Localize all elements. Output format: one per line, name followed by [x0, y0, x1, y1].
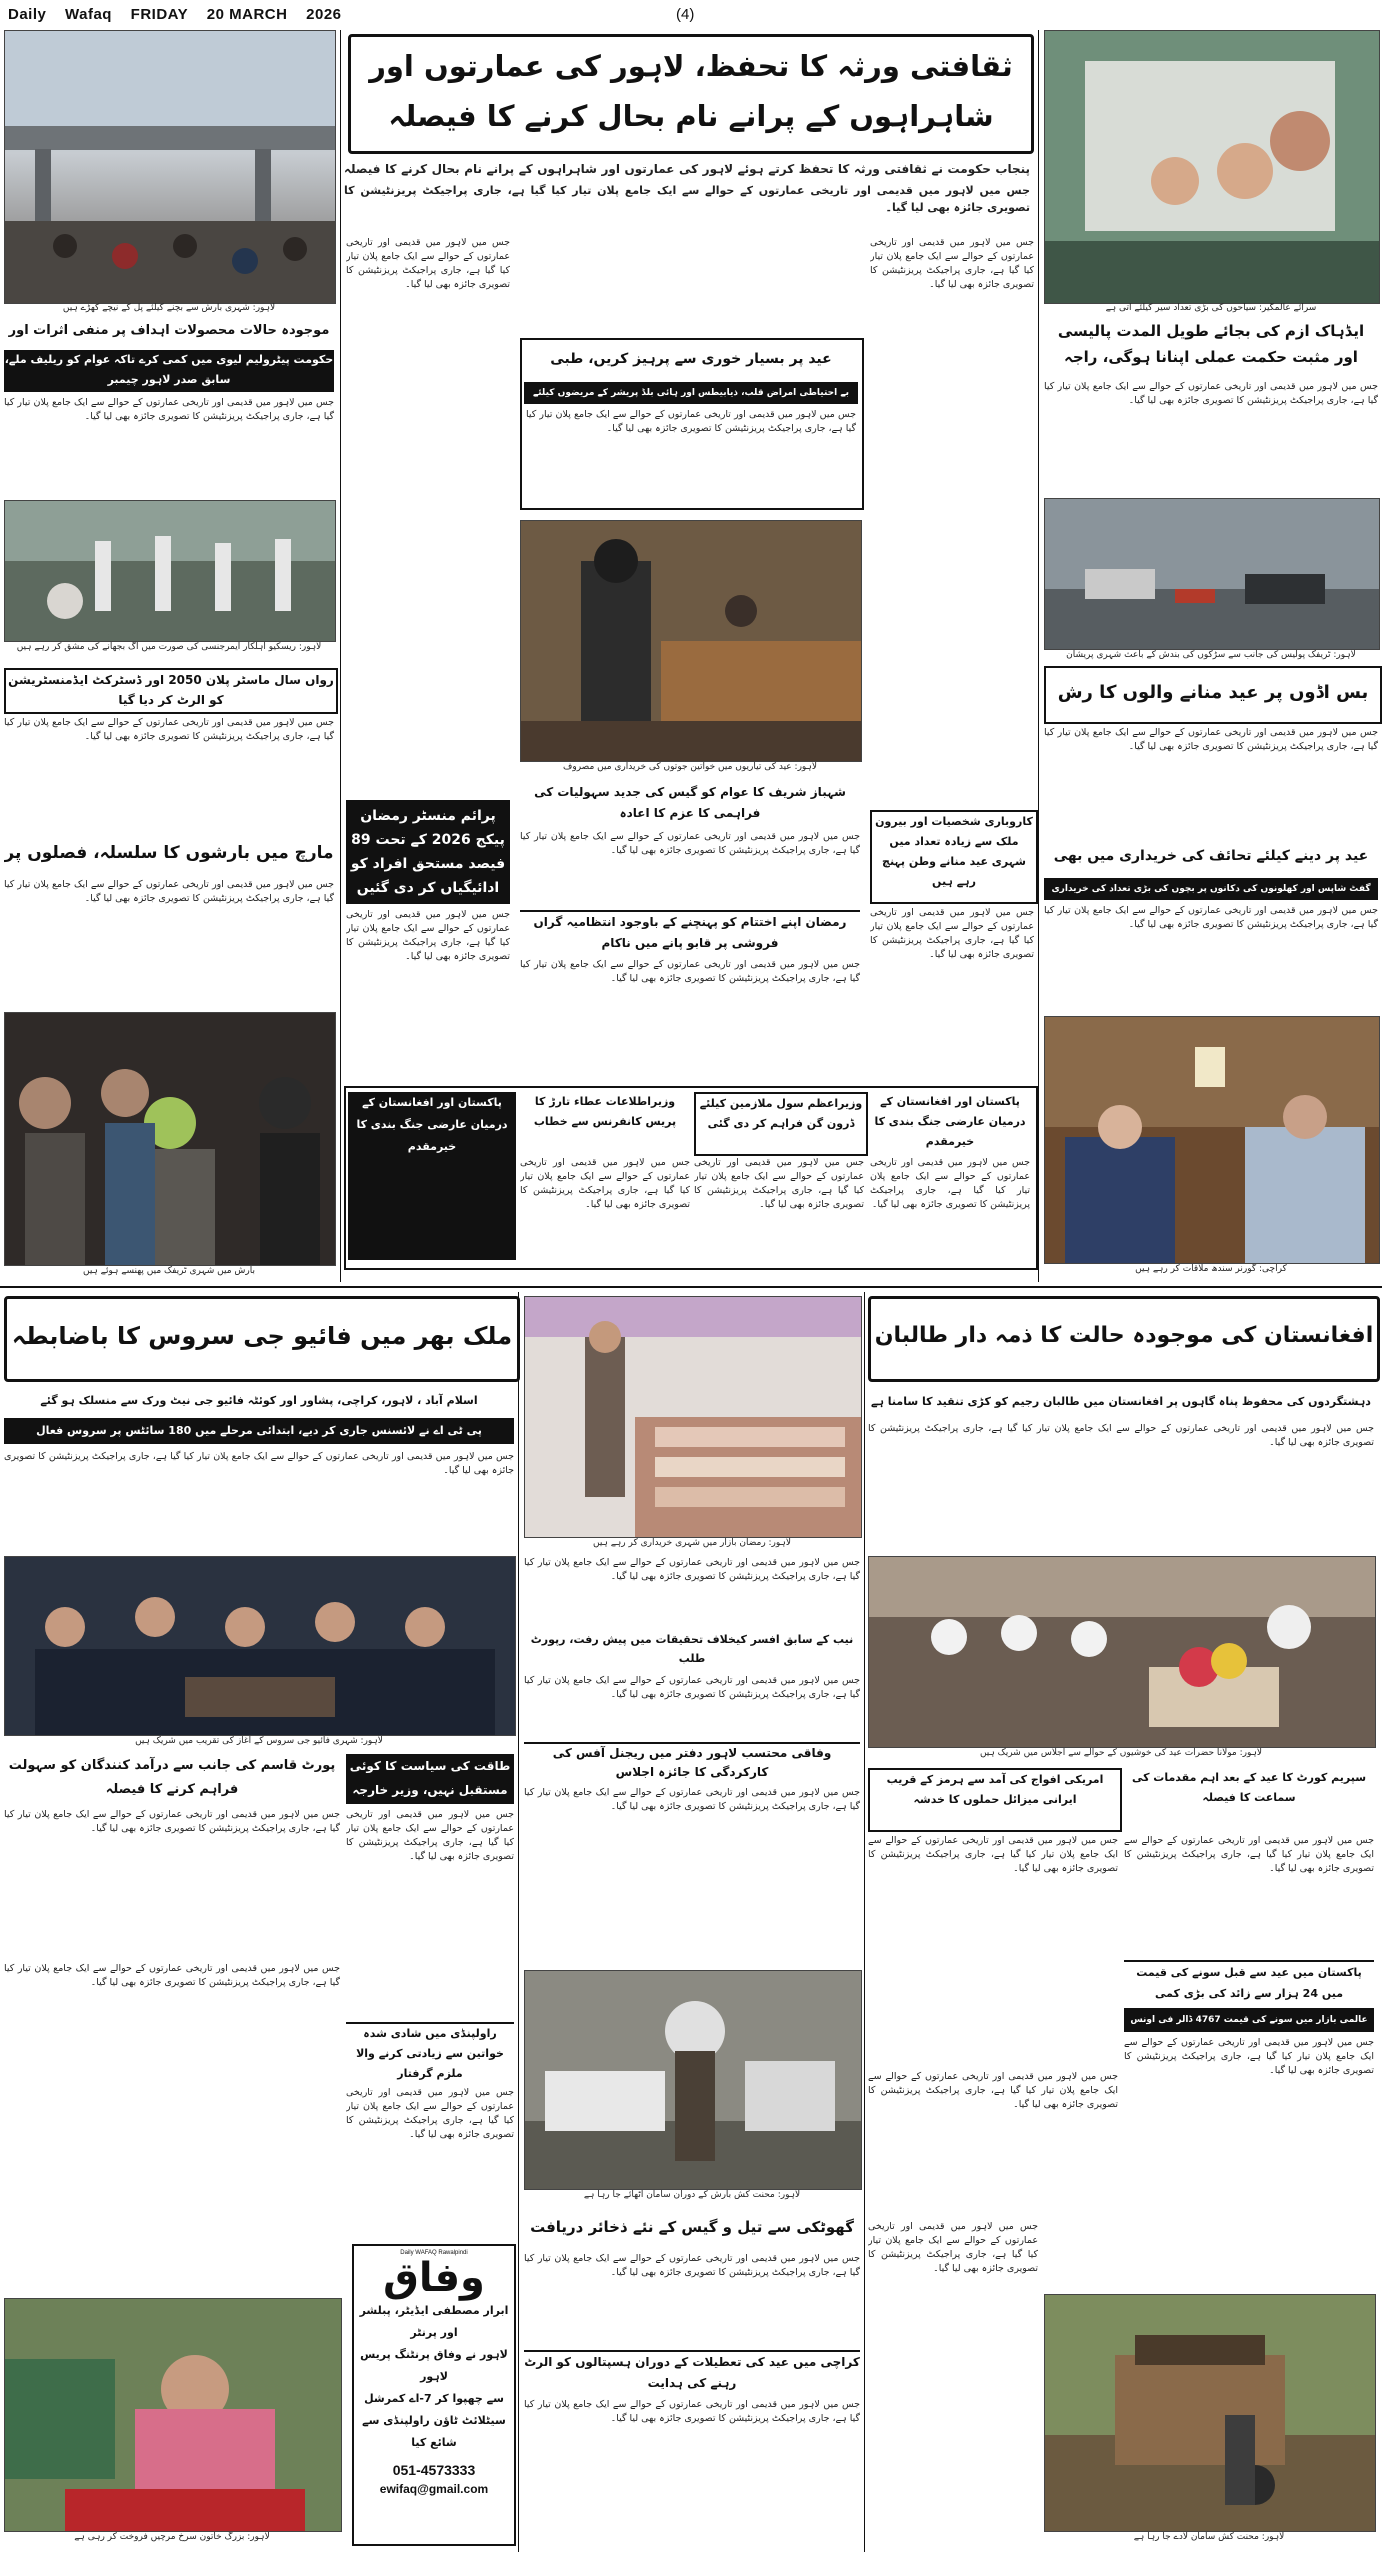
- gold-headline: پاکستان میں عید سے قبل سونے کی قیمت میں 24 ہزار سے زائد کی بڑی کمی: [1124, 1960, 1374, 2006]
- lead-body: جس میں لاہور میں قدیمی اور تاریخی عمارتوں کے حوالے سے ایک جامع پلان تیار کیا گیا ہے، جاری پراجیکٹ پریزنٹیشن کا تصویری جائزہ بھی لیا گیا۔: [344, 184, 1030, 214]
- photo-top-left: [4, 30, 336, 304]
- column-mid-right-text: جس میں لاہور میں قدیمی اور تاریخی عمارتوں کے حوالے سے ایک جامع پلان تیار کیا گیا ہے، جاری پراجیکٹ پریزنٹیشن کا تصویری جائزہ بھی لیا گیا۔: [870, 237, 1034, 290]
- bus-body: جس میں لاہور میں قدیمی اور تاریخی عمارتوں کے حوالے سے ایک جامع پلان تیار کیا گیا ہے، جاری پراجیکٹ پریزنٹیشن کا تصویری جائزہ بھی لیا گیا۔: [1044, 727, 1378, 752]
- left-col-headline-1: پورٹ قاسم کی جانب سے درآمد کنندگان کو سہولت فراہم کرنے کا فیصلہ: [8, 1758, 336, 1797]
- caption-left-3: بارش میں شہری ٹریفک میں پھنسے ہوئے ہیں: [82, 1266, 255, 1276]
- paper-name: Wafaq: [65, 6, 112, 23]
- photo-center-1: [520, 520, 862, 762]
- issue-day: FRIDAY: [130, 6, 189, 23]
- photo-left-3: [4, 1012, 336, 1266]
- center-small-4: پاکستان اور افغانستان کے درمیان عارضی جنگ بندی کا خیرمقدم: [348, 1092, 516, 1260]
- bottom-center-body-c: جس میں لاہور میں قدیمی اور تاریخی عمارتوں کے حوالے سے ایک جامع پلان تیار کیا گیا ہے، جاری پراجیکٹ پریزنٹیشن کا تصویری جائزہ بھی لیا گیا۔: [524, 1787, 860, 1812]
- photo-left-2-illustration: [5, 501, 335, 641]
- press-phone: 051-4573333: [392, 2462, 476, 2478]
- paper-label: Daily: [8, 6, 47, 23]
- left-col-headline-2: طاقت کی سیاست کا کوئی مستقبل نہیں، وزیر خارجہ: [346, 1754, 514, 1804]
- col-rule-4: [864, 1292, 865, 2552]
- left-story-2-headline: رواں سال ماسٹر پلان 2050 اور ڈسٹرکٹ ایڈمنسٹریشن کو الرٹ کر دیا گیا: [4, 668, 338, 714]
- caption-bottom-right: لاہور: مولانا حضرات عید کی خوشیوں کے حوالے سے اجلاس میں شریک ہیں: [979, 1748, 1263, 1758]
- bottom-left-sub-2: پی ٹی اے نے لائسنس جاری کر دیے، ابتدائی مرحلے میں 180 سائٹس پر سروس فعال: [4, 1418, 514, 1444]
- left-col-body-1: جس میں لاہور میں قدیمی اور تاریخی عمارتوں کے حوالے سے ایک جامع پلان تیار کیا گیا ہے، جاری پراجیکٹ پریزنٹیشن کا تصویری جائزہ بھی لیا گیا۔: [4, 1809, 340, 1834]
- masthead: [0, 0, 1382, 28]
- bottom-center-body-b: جس میں لاہور میں قدیمی اور تاریخی عمارتوں کے حوالے سے ایک جامع پلان تیار کیا گیا ہے، جاری پراجیکٹ پریزنٹیشن کا تصویری جائزہ بھی لیا گیا۔: [524, 1675, 860, 1700]
- sports-headline: کاروباری شخصیات اور بیرون ملک سے زیادہ تعداد میں شہری عید منانے وطن پہنچ رہے ہیں: [870, 810, 1038, 904]
- shahbaz-body: جس میں لاہور میں قدیمی اور تاریخی عمارتوں کے حوالے سے ایک جامع پلان تیار کیا گیا ہے، جاری پراجیکٹ پریزنٹیشن کا تصویری جائزہ بھی لیا گیا۔: [520, 831, 860, 856]
- photo-bottom-left-illustration: [5, 1557, 515, 1735]
- photo-bottom-left-2-illustration: [5, 2299, 341, 2531]
- page-number: (4): [676, 6, 695, 23]
- logo-top-label: Daily WAFAQ Rawalpindi: [400, 2250, 468, 2256]
- photo-bottom-left: [4, 1556, 516, 1736]
- center-headline-2: وفاقی محتسب لاہور دفتر میں ریجنل آفس کی کارکردگی کا جائزہ اجلاس: [524, 1742, 860, 1784]
- caption-bottom-center: لاہور: رمضان بازار میں شہری خریداری کر رہے ہیں: [593, 1538, 791, 1548]
- bottom-right-body: جس میں لاہور میں قدیمی اور تاریخی عمارتوں کے حوالے سے ایک جامع پلان تیار کیا گیا ہے، جاری پراجیکٹ پریزنٹیشن کا تصویری جائزہ بھی لیا گیا۔: [868, 1423, 1374, 1448]
- caption-left-2: لاہور: ریسکیو اہلکار ایمرجنسی کی صورت میں آگ بجھانے کی مشق کر رہے ہیں: [16, 642, 322, 652]
- right-col-body-2: جس میں لاہور میں قدیمی اور تاریخی عمارتوں کے حوالے سے ایک جامع پلان تیار کیا گیا ہے، جاری پراجیکٹ پریزنٹیشن کا تصویری جائزہ بھی لیا گیا۔: [1124, 1835, 1374, 1874]
- left-col-body-2: جس میں لاہور میں قدیمی اور تاریخی عمارتوں کے حوالے سے ایک جامع پلان تیار کیا گیا ہے، جاری پراجیکٹ پریزنٹیشن کا تصویری جائزہ بھی لیا گیا۔: [346, 1809, 514, 1862]
- bottom-center-body-e: جس میں لاہور میں قدیمی اور تاریخی عمارتوں کے حوالے سے ایک جامع پلان تیار کیا گیا ہے، جاری پراجیکٹ پریزنٹیشن کا تصویری جائزہ بھی لیا گیا۔: [524, 2399, 860, 2424]
- photo-top-right-illustration: [1045, 31, 1379, 303]
- bottom-left-headline: ملک بھر میں فائیو جی سروس کا باضابطہ: [4, 1296, 520, 1382]
- right-story-1-headline: ایڈہاک ازم کی بجائے طویل المدت پالیسی اور مثبت حکمت عملی اپنانا ہوگی، راجہ: [1057, 322, 1365, 366]
- photo-top-left-illustration: [5, 31, 335, 303]
- center-small-1-body: جس میں لاہور میں قدیمی اور تاریخی عمارتوں کے حوالے سے ایک جامع پلان تیار کیا گیا ہے، جاری پراجیکٹ پریزنٹیشن کا تصویری جائزہ بھی لیا گیا۔: [870, 1157, 1030, 1210]
- sales-sub: گفٹ شاپس اور کھلونوں کی دکانوں پر بچوں کی بڑی تعداد کی خریداری: [1044, 878, 1378, 900]
- shahbaz-headline: شہباز شریف کا عوام کو گیس کی جدید سہولیات کی فراہمی کا عزم کا اعادہ: [534, 785, 846, 820]
- lead-intro: پنجاب حکومت نے ثقافتی ورثہ کا تحفظ کرتے ہوئے لاہور کی عمارتوں اور شاہراہوں کے پرانے نام بحال کرنے کا فیصلہ: [344, 162, 1030, 176]
- center-small-3: وزیراطلاعات عطاء تارڑ کا پریس کانفرنس سے خطاب: [533, 1095, 677, 1128]
- march-headline: مارچ میں بارشوں کا سلسلہ، فصلوں پر: [4, 843, 334, 863]
- left-col-body-4: جس میں لاہور میں قدیمی اور تاریخی عمارتوں کے حوالے سے ایک جامع پلان تیار کیا گیا ہے، جاری پراجیکٹ پریزنٹیشن کا تصویری جائزہ بھی لیا گیا۔: [4, 1963, 340, 1988]
- center-headline-1: نیب کے سابق افسر کیخلاف تحقیقات میں پیش رفت، رپورٹ طلب: [530, 1633, 854, 1665]
- photo-bottom-right-2-illustration: [1045, 2295, 1375, 2531]
- caption-right-3: کراچی: گورنر سندھ ملاقات کر رہے ہیں: [1135, 1264, 1287, 1274]
- press-line-1: ابرار مصطفی ایڈیٹر، پبلشر اور پرنٹر: [359, 2304, 509, 2339]
- photo-bottom-center: [524, 1296, 862, 1538]
- bottom-left-body: جس میں لاہور میں قدیمی اور تاریخی عمارتوں کے حوالے سے ایک جامع پلان تیار کیا گیا ہے، جاری پراجیکٹ پریزنٹیشن کا تصویری جائزہ بھی لیا گیا۔: [4, 1451, 514, 1476]
- right-col-body-1: جس میں لاہور میں قدیمی اور تاریخی عمارتوں کے حوالے سے ایک جامع پلان تیار کیا گیا ہے، جاری پراجیکٹ پریزنٹیشن کا تصویری جائزہ بھی لیا گیا۔: [868, 1835, 1118, 1874]
- col-rule-2: [1038, 30, 1039, 1282]
- photo-bottom-center-2-illustration: [525, 1971, 861, 2189]
- right-col-headline-2: سپریم کورٹ کا عید کے بعد اہم مقدمات کی سماعت کا فیصلہ: [1131, 1771, 1367, 1804]
- budget-headline: پرائم منسٹر رمضان پیکج 2026 کے تحت 89 فیصد مستحق افراد کو ادائیگیاں کر دی گئیں: [346, 800, 510, 904]
- column-mid-left-text: جس میں لاہور میں قدیمی اور تاریخی عمارتوں کے حوالے سے ایک جامع پلان تیار کیا گیا ہے، جاری پراجیکٹ پریزنٹیشن کا تصویری جائزہ بھی لیا گیا۔: [346, 237, 510, 290]
- ramazan-body: جس میں لاہور میں قدیمی اور تاریخی عمارتوں کے حوالے سے ایک جامع پلان تیار کیا گیا ہے، جاری پراجیکٹ پریزنٹیشن کا تصویری جائزہ بھی لیا گیا۔: [520, 959, 860, 984]
- photo-center-1-illustration: [521, 521, 861, 761]
- photo-bottom-center-illustration: [525, 1297, 861, 1537]
- budget-body: جس میں لاہور میں قدیمی اور تاریخی عمارتوں کے حوالے سے ایک جامع پلان تیار کیا گیا ہے، جاری پراجیکٹ پریزنٹیشن کا تصویری جائزہ بھی لیا گیا۔: [346, 909, 510, 962]
- bus-headline: بس اڈوں پر عید منانے والوں کا رش: [1044, 666, 1382, 724]
- center-lead-sub: بے احتیاطی امراض قلب، ذیابیطس اور ہائی بلڈ پریشر کے مریضوں کیلئے: [524, 382, 858, 404]
- press-line-4: سیٹلائٹ ٹاؤن راولپنڈی سے شائع کیا: [362, 2414, 506, 2449]
- caption-top-left: لاہور: شہری بارش سے بچنے کیلئے پل کے نیچے کھڑے ہیں: [62, 303, 276, 313]
- center-headline-3: گھوٹکی سے تیل و گیس کے نئے ذخائر دریافت: [530, 2218, 854, 2236]
- left-story-1-body: جس میں لاہور میں قدیمی اور تاریخی عمارتوں کے حوالے سے ایک جامع پلان تیار کیا گیا ہے، جاری پراجیکٹ پریزنٹیشن کا تصویری جائزہ بھی لیا گیا۔: [4, 397, 334, 422]
- right-story-1-body: جس میں لاہور میں قدیمی اور تاریخی عمارتوں کے حوالے سے ایک جامع پلان تیار کیا گیا ہے، جاری پراجیکٹ پریزنٹیشن کا تصویری جائزہ بھی لیا گیا۔: [1044, 381, 1378, 406]
- left-story-1-sub: حکومت پیٹرولیم لیوی میں کمی کرے تاکہ عوام کو ریلیف ملے، سابق صدر لاہور چیمبر: [4, 350, 334, 392]
- bottom-left-sub: اسلام آباد ، لاہور، کراچی، پشاور اور کوئٹہ فائیو جی نیٹ ورک سے منسلک ہو گئے: [40, 1394, 478, 1407]
- left-col-headline-3: راولپنڈی میں شادی شدہ خواتین سے زیادتی کرنے والا ملزم گرفتار: [346, 2022, 514, 2084]
- photo-left-2: [4, 500, 336, 642]
- photo-bottom-right: [868, 1556, 1376, 1748]
- center-small-2: وزیراعظم سول ملازمین کیلئے ڈرون گن فراہم کر دی گئی: [694, 1092, 868, 1156]
- press-line-2: لاہور نے وفاق پرنٹنگ پریس لاہور: [360, 2348, 508, 2383]
- photo-bottom-left-2: [4, 2298, 342, 2532]
- ramazan-headline: رمضان اپنے اختتام کو پہنچنے کے باوجود انتظامیہ گراں فروشی پر قابو پانے میں ناکام: [520, 910, 860, 956]
- col-rule-3: [518, 1292, 519, 2552]
- caption-bottom-left-2: لاہور: بزرگ خاتون سرخ مرچیں فروخت کر رہی ہے: [74, 2532, 270, 2542]
- photo-right-3: [1044, 1016, 1380, 1264]
- col-rule-1: [340, 30, 341, 1282]
- center-lead-headline: عید پر بسیار خوری سے پرہیز کریں، طبی: [550, 351, 832, 367]
- lead-headline: ثقافتی ورثہ کا تحفظ، لاہور کی عمارتوں اور شاہراہوں کے پرانے نام بحال کرنے کا فیصلہ: [348, 34, 1034, 154]
- center-small-3-body: جس میں لاہور میں قدیمی اور تاریخی عمارتوں کے حوالے سے ایک جامع پلان تیار کیا گیا ہے، جاری پراجیکٹ پریزنٹیشن کا تصویری جائزہ بھی لیا گیا۔: [520, 1157, 690, 1210]
- bottom-right-headline: افغانستان کی موجودہ حالت کا ذمہ دار طالبان: [868, 1296, 1380, 1382]
- caption-bottom-left: لاہور: شہری فائیو جی سروس کے آغاز کی تقریب میں شریک ہیں: [135, 1736, 383, 1746]
- photo-top-right: [1044, 30, 1380, 304]
- right-col-headline-1: امریکی افواج کی آمد سے ہرمز کے قریب ایرانی میزائل حملوں کا خدشہ: [868, 1768, 1122, 1832]
- press-email: ewifaq@gmail.com: [379, 2482, 489, 2496]
- caption-bottom-right-2: لاہور: محنت کش سامان لادے جا رہا ہے: [1133, 2532, 1285, 2542]
- center-headline-4: کراچی میں عید کی تعطیلات کے دوران ہسپتالوں کو الرٹ رہنے کی ہدایت: [524, 2350, 860, 2396]
- photo-bottom-right-2: [1044, 2294, 1376, 2532]
- photo-bottom-right-illustration: [869, 1557, 1375, 1747]
- photo-bottom-center-2: [524, 1970, 862, 2190]
- sports-body: جس میں لاہور میں قدیمی اور تاریخی عمارتوں کے حوالے سے ایک جامع پلان تیار کیا گیا ہے، جاری پراجیکٹ پریزنٹیشن کا تصویری جائزہ بھی لیا گیا۔: [870, 907, 1034, 960]
- bottom-center-body-d: جس میں لاہور میں قدیمی اور تاریخی عمارتوں کے حوالے سے ایک جامع پلان تیار کیا گیا ہے، جاری پراجیکٹ پریزنٹیشن کا تصویری جائزہ بھی لیا گیا۔: [524, 2253, 860, 2278]
- caption-bottom-center-2: لاہور: محنت کش بارش کے دوران سامان اٹھائے جا رہا ہے: [583, 2190, 801, 2200]
- left-story-1-headline: موجودہ حالات محصولات اہداف پر منفی اثرات اور: [8, 323, 330, 338]
- press-box: [352, 2244, 516, 2546]
- logo-name: وفاق: [383, 2255, 485, 2301]
- caption-right-2: لاہور: ٹریفک پولیس کی جانب سے سڑکوں کی بندش کے باعث شہری پریشان: [1066, 650, 1356, 660]
- masthead-left: [8, 6, 356, 23]
- issue-year: 2026: [306, 6, 342, 23]
- center-small-2-body: جس میں لاہور میں قدیمی اور تاریخی عمارتوں کے حوالے سے ایک جامع پلان تیار کیا گیا ہے، جاری پراجیکٹ پریزنٹیشن کا تصویری جائزہ بھی لیا گیا۔: [694, 1157, 864, 1210]
- bottom-right-sub: دہشتگردوں کی محفوظ پناہ گاہوں پر افغانستان میں طالبان رجیم کو کڑی تنقید کا سامنا ہے: [871, 1395, 1371, 1408]
- center-lead-body: جس میں لاہور میں قدیمی اور تاریخی عمارتوں کے حوالے سے ایک جامع پلان تیار کیا گیا ہے، جاری پراجیکٹ پریزنٹیشن کا تصویری جائزہ بھی لیا گیا۔: [526, 409, 856, 434]
- caption-center-1: لاہور: عید کی تیاریوں میں خواتین جوتوں کی خریداری میں مصروف: [563, 762, 817, 772]
- press-line-3: سے چھپوا کر 7-اے کمرشل: [364, 2392, 504, 2405]
- center-small-1: پاکستان اور افغانستان کے درمیان عارضی جنگ بندی کا خیرمقدم: [874, 1095, 1026, 1148]
- issue-date: 20 MARCH: [206, 6, 288, 23]
- caption-top-right: سرائے عالمگیر: سیاحوں کی بڑی تعداد سیر کیلئے آتی ہے: [1105, 303, 1317, 313]
- sales-body: جس میں لاہور میں قدیمی اور تاریخی عمارتوں کے حوالے سے ایک جامع پلان تیار کیا گیا ہے، جاری پراجیکٹ پریزنٹیشن کا تصویری جائزہ بھی لیا گیا۔: [1044, 905, 1378, 930]
- photo-right-3-illustration: [1045, 1017, 1379, 1263]
- photo-right-2-illustration: [1045, 499, 1379, 649]
- half-divider: [0, 1286, 1382, 1288]
- right-col-body-3: جس میں لاہور میں قدیمی اور تاریخی عمارتوں کے حوالے سے ایک جامع پلان تیار کیا گیا ہے، جاری پراجیکٹ پریزنٹیشن کا تصویری جائزہ بھی لیا گیا۔: [868, 2071, 1118, 2110]
- gold-body: جس میں لاہور میں قدیمی اور تاریخی عمارتوں کے حوالے سے ایک جامع پلان تیار کیا گیا ہے، جاری پراجیکٹ پریزنٹیشن کا تصویری جائزہ بھی لیا گیا۔: [1124, 2037, 1374, 2076]
- photo-left-3-illustration: [5, 1013, 335, 1265]
- photo-right-2: [1044, 498, 1380, 650]
- left-col-body-3: جس میں لاہور میں قدیمی اور تاریخی عمارتوں کے حوالے سے ایک جامع پلان تیار کیا گیا ہے، جاری پراجیکٹ پریزنٹیشن کا تصویری جائزہ بھی لیا گیا۔: [346, 2087, 514, 2140]
- right-col-body-4: جس میں لاہور میں قدیمی اور تاریخی عمارتوں کے حوالے سے ایک جامع پلان تیار کیا گیا ہے، جاری پراجیکٹ پریزنٹیشن کا تصویری جائزہ بھی لیا گیا۔: [868, 2221, 1038, 2274]
- sales-headline: عید پر دینے کیلئے تحائف کی خریداری میں بھی: [1053, 848, 1369, 864]
- left-story-2-body: جس میں لاہور میں قدیمی اور تاریخی عمارتوں کے حوالے سے ایک جامع پلان تیار کیا گیا ہے، جاری پراجیکٹ پریزنٹیشن کا تصویری جائزہ بھی لیا گیا۔: [4, 717, 334, 742]
- march-body: جس میں لاہور میں قدیمی اور تاریخی عمارتوں کے حوالے سے ایک جامع پلان تیار کیا گیا ہے، جاری پراجیکٹ پریزنٹیشن کا تصویری جائزہ بھی لیا گیا۔: [4, 879, 334, 904]
- bottom-center-body-a: جس میں لاہور میں قدیمی اور تاریخی عمارتوں کے حوالے سے ایک جامع پلان تیار کیا گیا ہے، جاری پراجیکٹ پریزنٹیشن کا تصویری جائزہ بھی لیا گیا۔: [524, 1557, 860, 1582]
- gold-sub: عالمی بازار میں سونے کی قیمت 4767 ڈالر فی اونس: [1124, 2008, 1374, 2032]
